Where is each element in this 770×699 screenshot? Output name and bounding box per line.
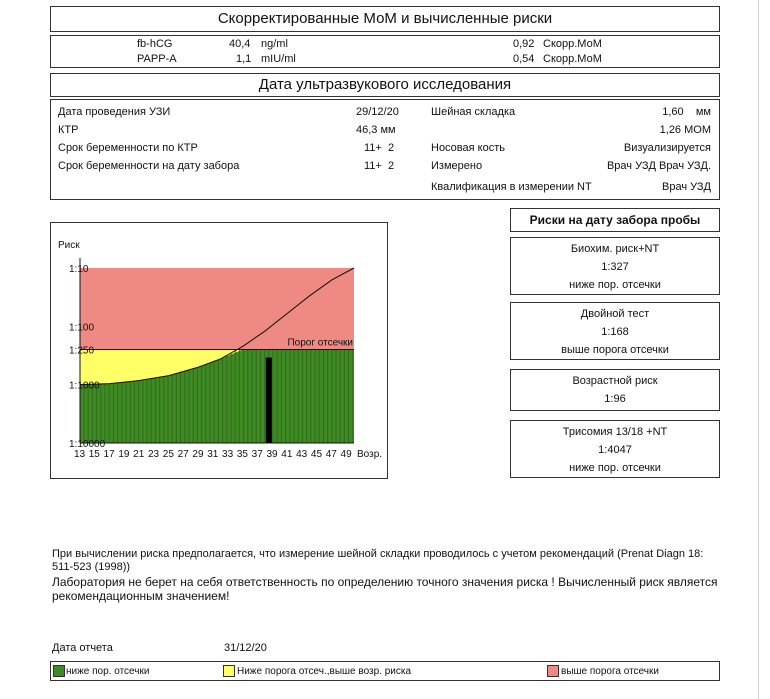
risk-label: Биохим. риск+NT xyxy=(570,243,660,255)
marker-mom: 0,54 xyxy=(513,53,535,65)
y-axis-label: Риск xyxy=(58,240,80,251)
marker-value: 40,4 xyxy=(229,38,251,50)
report-date-value: 31/12/20 xyxy=(224,642,267,654)
lab-note: Лаборатория не берет на себя ответственность по определению точного значения риска ! Вычисленный риск является рекомендационным значением! xyxy=(52,575,718,603)
x-tick-label: 29 xyxy=(192,449,204,460)
risk-label: Трисомия 13/18 +NT xyxy=(562,426,668,438)
us-label: Шейная складка xyxy=(431,106,516,118)
risk-note: ниже пор. отсечки xyxy=(569,462,661,474)
us-label: Носовая кость xyxy=(431,142,505,154)
us-value: Врач УЗД xyxy=(662,181,711,193)
report-date-label: Дата отчета xyxy=(52,642,113,654)
y-tick-label: 1:1000 xyxy=(69,380,100,392)
us-label: Квалификация в измерении NT xyxy=(431,181,592,193)
risk-value: 1:96 xyxy=(604,393,626,405)
y-tick-label: 1:10000 xyxy=(69,439,106,450)
corrected-mom-title: Скорректированные МоМ и вычисленные риски xyxy=(217,10,553,27)
ultrasound-title: Дата ультразвукового исследования xyxy=(258,76,512,93)
risk-value: 1:327 xyxy=(601,261,629,273)
risk-chart xyxy=(51,223,387,478)
x-tick-label: 41 xyxy=(281,449,293,460)
risks-title: Риски на дату забора пробы xyxy=(529,213,701,227)
x-tick-label: 17 xyxy=(103,449,115,460)
x-tick-label: 35 xyxy=(236,449,248,460)
patient-marker-bar xyxy=(266,358,272,443)
legend-swatch-above xyxy=(547,665,559,677)
us-value: 11+ 2 xyxy=(364,160,395,172)
ultrasound-panel xyxy=(50,99,720,200)
us-value: Врач УЗД Врач УЗД. xyxy=(606,160,711,172)
risks-title-box xyxy=(510,208,720,232)
risk-value: 1:4047 xyxy=(598,444,632,456)
x-tick-label: 45 xyxy=(310,449,323,460)
x-tick-label: 43 xyxy=(296,449,308,460)
legend-swatch-below xyxy=(53,665,65,677)
us-label: КТР xyxy=(58,124,79,136)
corrected-mom-header xyxy=(50,6,720,32)
legend-swatch-between xyxy=(223,665,235,677)
risk-box-trisomy xyxy=(510,420,720,478)
x-tick-label: 19 xyxy=(118,449,130,460)
legend-label-above: выше порога отсечки xyxy=(561,666,659,677)
risk-value: 1:168 xyxy=(601,326,629,338)
risk-box-biochem xyxy=(510,237,720,295)
x-tick-label: 13 xyxy=(73,449,86,460)
markers-panel xyxy=(50,35,720,68)
x-tick-label: 49 xyxy=(340,449,352,460)
us-label: Измерено xyxy=(431,160,483,172)
legend-label-between: Ниже порога отсеч.,выше возр. риска xyxy=(237,666,412,677)
marker-unit: ng/ml xyxy=(261,38,288,50)
marker-mom-label: Скорр.МоМ xyxy=(543,38,602,50)
risk-note: выше порога отсечки xyxy=(561,344,669,356)
marker-mom: 0,92 xyxy=(513,38,535,50)
risk-label: Возрастной риск xyxy=(572,375,658,387)
y-tick-label: 1:250 xyxy=(69,345,95,357)
nt-note: При вычислении риска предполагается, что измерение шейной складки проводилось с учетом рекомендаций (Prenat Diagn 18: 511-523 (1998)) xyxy=(52,548,704,573)
marker-value: 1,1 xyxy=(236,53,252,65)
us-value: 29/12/20 xyxy=(356,106,399,118)
y-tick-label: 1:100 xyxy=(69,322,95,334)
risk-chart-frame xyxy=(50,222,388,479)
us-value: 1,60 мм xyxy=(662,106,711,118)
cutoff-label: Порог отсечки xyxy=(287,337,353,349)
x-axis-label: Возр. xyxy=(357,449,383,460)
us-label: Срок беременности на дату забора xyxy=(58,160,240,172)
x-tick-label: 39 xyxy=(266,449,278,460)
ultrasound-header xyxy=(50,73,720,97)
marker-unit: mIU/ml xyxy=(261,53,296,65)
marker-name: fb-hCG xyxy=(137,38,173,50)
x-tick-label: 33 xyxy=(222,449,234,460)
x-tick-label: 31 xyxy=(207,449,219,460)
us-value: 46,3 мм xyxy=(356,124,396,136)
legend xyxy=(50,661,720,681)
us-label: Дата проведения УЗИ xyxy=(58,106,171,118)
x-tick-label: 21 xyxy=(133,449,145,460)
x-tick-label: 25 xyxy=(162,449,174,460)
risk-label: Двойной тест xyxy=(580,308,650,320)
marker-mom-label: Скорр.МоМ xyxy=(543,53,602,65)
y-tick-label: 1:10 xyxy=(69,264,89,275)
x-tick-label: 23 xyxy=(147,449,160,460)
x-tick-label: 47 xyxy=(325,449,337,460)
legend-label-below: ниже пор. отсечки xyxy=(66,666,150,677)
us-value: 1,26 МОМ xyxy=(659,124,711,136)
marker-name: PAPP-A xyxy=(137,53,177,65)
us-value: Визуализируется xyxy=(623,142,711,154)
risk-box-age xyxy=(510,369,720,411)
x-tick-label: 27 xyxy=(177,449,189,460)
x-tick-label: 37 xyxy=(251,449,263,460)
risk-box-double-test xyxy=(510,302,720,360)
risk-note: ниже пор. отсечки xyxy=(569,279,661,291)
us-value: 11+ 2 xyxy=(364,142,395,154)
x-tick-label: 15 xyxy=(88,449,100,460)
us-label: Срок беременности по КТР xyxy=(58,142,198,154)
